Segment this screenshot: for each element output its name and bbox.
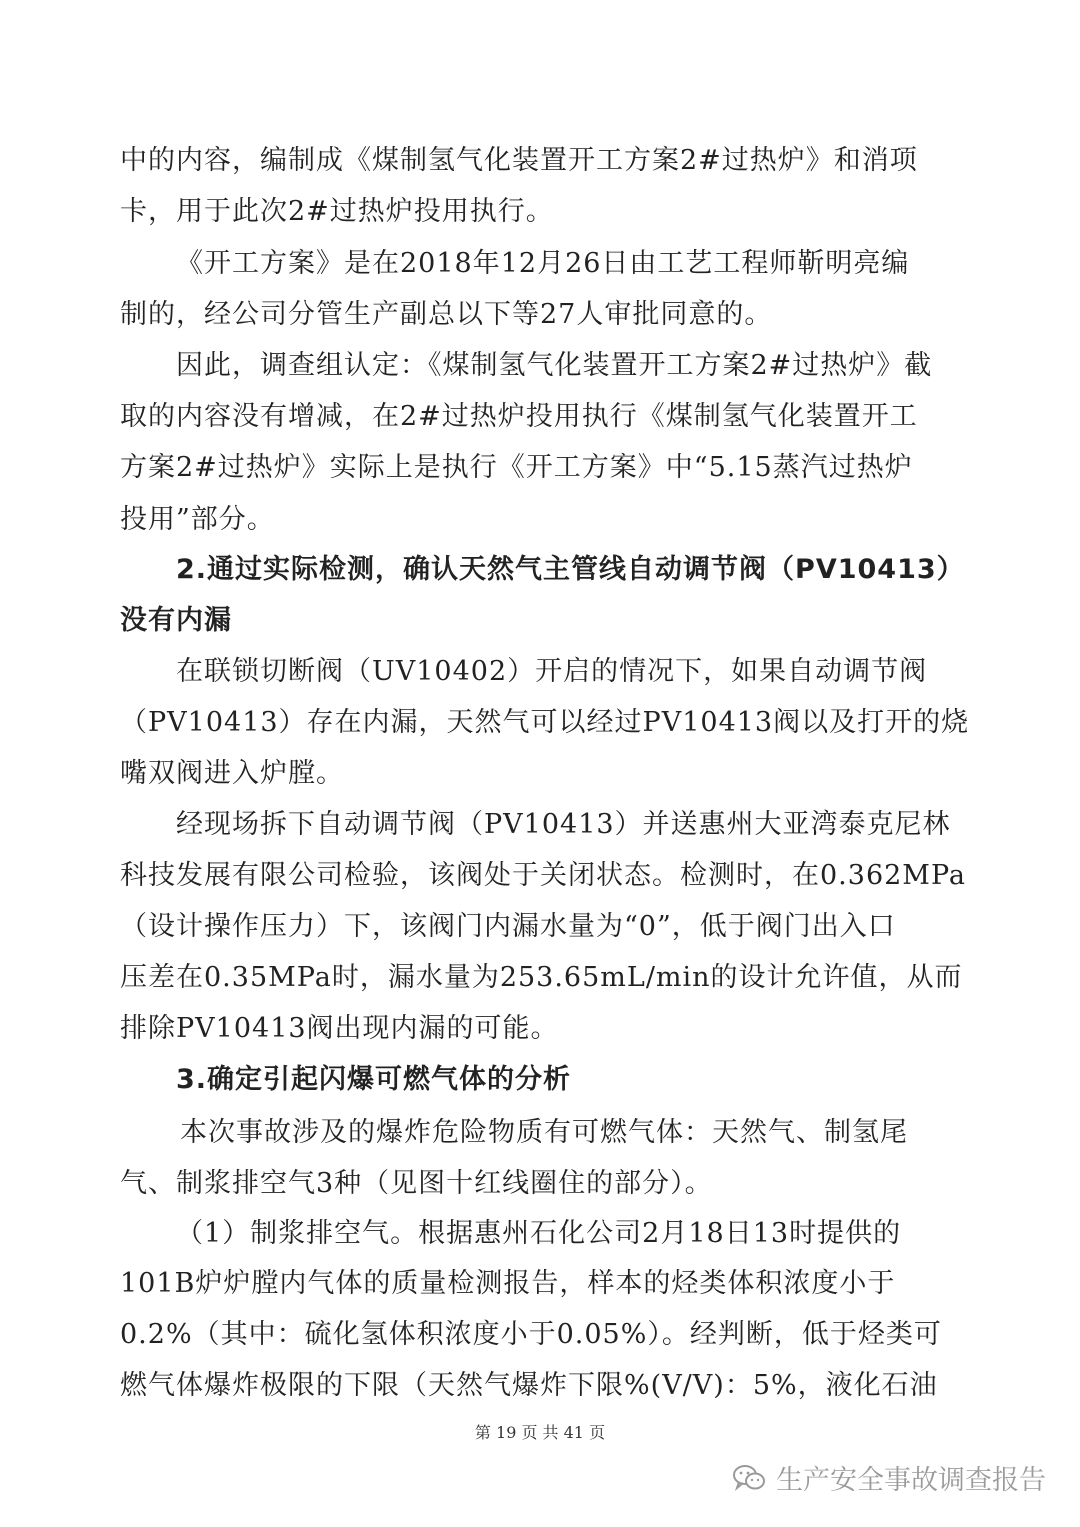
page-number-footer: 第 19 页 共 41 页 — [474, 1423, 606, 1442]
text-line: 0.2%（其中：硫化氢体积浓度小于0.05%）。经判断，低于烃类可 — [120, 1319, 942, 1350]
text-line: 因此，调查组认定：《煤制氢气化装置开工方案2#过热炉》截 — [176, 350, 933, 381]
text-line: 经现场拆下自动调节阀（PV10413）并送惠州大亚湾泰克尼林 — [176, 809, 951, 840]
text-line: 101B炉炉膛内气体的质量检测报告，样本的烃类体积浓度小于 — [120, 1268, 896, 1299]
text-line: 科技发展有限公司检验，该阀处于关闭状态。检测时，在0.362MPa — [120, 860, 966, 891]
text-line: 压差在0.35MPa时，漏水量为253.65mL/min的设计允许值，从而 — [120, 962, 963, 993]
section-heading: 3.确定引起闪爆可燃气体的分析 — [176, 1064, 572, 1095]
section-heading: 2.通过实际检测，确认天然气主管线自动调节阀（PV10413） — [176, 554, 965, 585]
text-line: 在联锁切断阀（UV10402）开启的情况下，如果自动调节阀 — [176, 656, 928, 687]
text-line: 卡，用于此次2#过热炉投用执行。 — [120, 196, 554, 227]
text-line: 方案2#过热炉》实际上是执行《开工方案》中“5.15蒸汽过热炉 — [120, 452, 913, 483]
text-line: 取的内容没有增减，在2#过热炉投用执行《煤制氢气化装置开工 — [120, 401, 918, 432]
text-line: 制的，经公司分管生产副总以下等27人审批同意的。 — [120, 299, 773, 330]
text-line: 中的内容，编制成《煤制氢气化装置开工方案2#过热炉》和消项 — [120, 145, 918, 176]
text-line: （1）制浆排空气。根据惠州石化公司2月18日13时提供的 — [176, 1218, 902, 1249]
text-line: 本次事故涉及的爆炸危险物质有可燃气体：天然气、制氢尾 — [180, 1117, 908, 1148]
watermark-text: 生产安全事故调查报告 — [776, 1465, 1046, 1496]
wechat-icon — [732, 1463, 766, 1493]
text-line: 投用”部分。 — [120, 504, 275, 535]
text-line: （PV10413）存在内漏，天然气可以经过PV10413阀以及打开的烧 — [120, 707, 970, 738]
text-line: 气、制浆排空气3种（见图十红线圈住的部分）。 — [120, 1168, 713, 1199]
section-heading: 没有内漏 — [120, 605, 232, 636]
text-line: 嘴双阀进入炉膛。 — [120, 758, 344, 789]
text-line: 《开工方案》是在2018年12月26日由工艺工程师靳明亮编 — [176, 248, 910, 279]
text-line: 燃气体爆炸极限的下限（天然气爆炸下限%(V/V)：5%，液化石油 — [120, 1370, 938, 1401]
text-line: 排除PV10413阀出现内漏的可能。 — [120, 1013, 559, 1044]
text-line: （设计操作压力）下，该阀门内漏水量为“0”，低于阀门出入口 — [120, 911, 896, 942]
watermark — [732, 1458, 1046, 1497]
